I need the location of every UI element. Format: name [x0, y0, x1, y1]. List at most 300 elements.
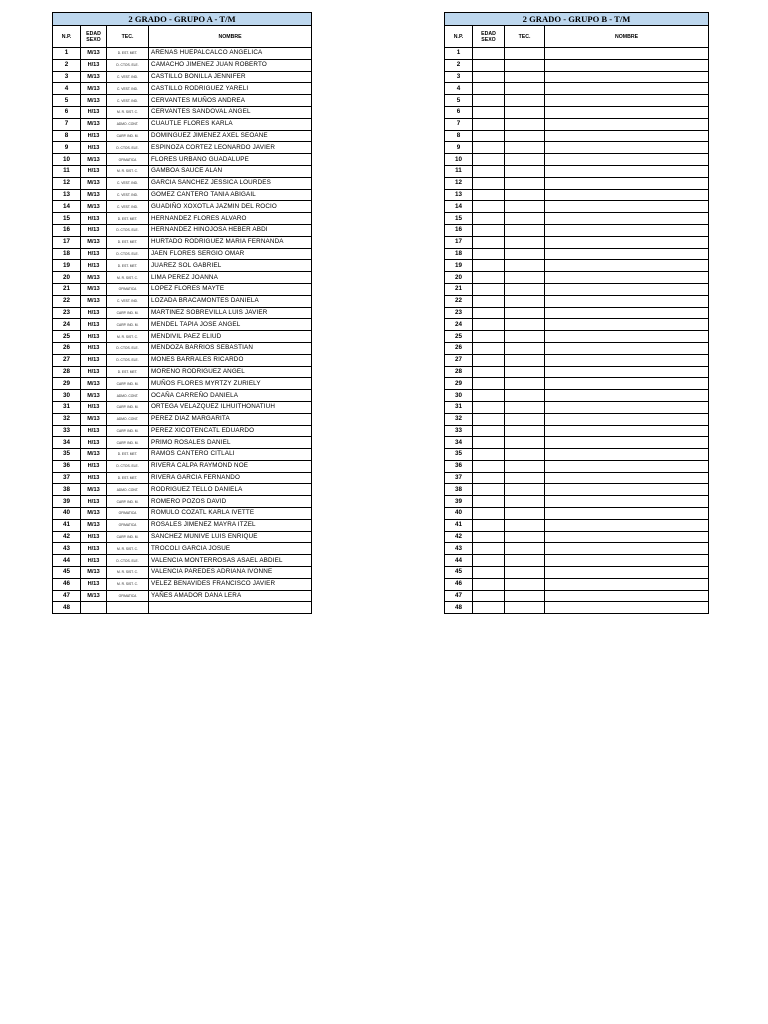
row-number: 16	[445, 224, 473, 236]
row-edad-sexo	[473, 295, 505, 307]
group-a-title: 2 GRADO - GRUPO A - T/M	[53, 13, 312, 26]
row-edad-sexo	[473, 165, 505, 177]
row-edad-sexo	[473, 319, 505, 331]
row-number: 23	[53, 307, 81, 319]
row-number: 28	[53, 366, 81, 378]
row-nombre: TROCOLI GARCIA JOSUE	[149, 543, 312, 555]
row-nombre	[545, 283, 709, 295]
row-nombre	[545, 602, 709, 614]
row-number: 46	[53, 578, 81, 590]
row-edad-sexo	[473, 177, 505, 189]
row-nombre: ORTEGA VELAZQUEZ ILHUITHONATIUH	[149, 401, 312, 413]
row-number: 1	[445, 48, 473, 60]
row-nombre: MONES BARRALES RICARDO	[149, 354, 312, 366]
header-tec: TEC.	[107, 26, 149, 48]
header-tec: TEC.	[505, 26, 545, 48]
row-tecnologia: C. VEST. IND.	[107, 295, 149, 307]
table-row	[53, 248, 312, 260]
table-row	[445, 248, 709, 260]
row-number: 33	[445, 425, 473, 437]
row-number: 27	[445, 354, 473, 366]
table-row	[53, 118, 312, 130]
row-number: 39	[53, 496, 81, 508]
row-number: 41	[445, 519, 473, 531]
row-number: 33	[53, 425, 81, 437]
row-number: 37	[445, 472, 473, 484]
row-edad-sexo: M/13	[81, 295, 107, 307]
row-nombre: PEREZ DIAZ MARGARITA	[149, 413, 312, 425]
row-tecnologia	[505, 189, 545, 201]
table-row	[53, 425, 312, 437]
row-number: 43	[445, 543, 473, 555]
row-number: 39	[445, 496, 473, 508]
row-number: 40	[445, 508, 473, 520]
table-row	[53, 413, 312, 425]
table-row	[53, 319, 312, 331]
row-nombre	[545, 295, 709, 307]
row-number: 28	[445, 366, 473, 378]
table-row	[53, 331, 312, 343]
table-row	[53, 578, 312, 590]
table-row	[445, 567, 709, 579]
row-tecnologia	[505, 401, 545, 413]
header-edad-sexo	[473, 26, 505, 48]
table-row	[53, 295, 312, 307]
row-number: 41	[53, 519, 81, 531]
table-row	[445, 366, 709, 378]
table-row	[445, 331, 709, 343]
row-number: 20	[53, 272, 81, 284]
row-number: 6	[53, 106, 81, 118]
row-nombre	[545, 154, 709, 166]
row-nombre: RIVERA GARCIA FERNANDO	[149, 472, 312, 484]
row-tecnologia: ADMO. CONT.	[107, 118, 149, 130]
table-row	[53, 378, 312, 390]
row-tecnologia	[505, 213, 545, 225]
row-tecnologia: CARP. IND. M.	[107, 425, 149, 437]
row-edad-sexo: M/13	[81, 83, 107, 95]
row-tecnologia: M. R. SIST. C.	[107, 543, 149, 555]
row-number: 23	[445, 307, 473, 319]
row-nombre	[545, 272, 709, 284]
table-row	[445, 201, 709, 213]
row-tecnologia	[505, 118, 545, 130]
table-row	[445, 342, 709, 354]
row-tecnologia: D. EST. MET.	[107, 48, 149, 60]
row-tecnologia: C. VEST. IND.	[107, 189, 149, 201]
table-row	[445, 602, 709, 614]
row-tecnologia: CARP. IND. M.	[107, 378, 149, 390]
row-tecnologia: M. R. SIST. C.	[107, 106, 149, 118]
row-tecnologia: CARP. IND. M.	[107, 531, 149, 543]
row-edad-sexo	[473, 472, 505, 484]
row-edad-sexo: H/13	[81, 213, 107, 225]
row-nombre	[545, 106, 709, 118]
row-number: 7	[445, 118, 473, 130]
row-edad-sexo: M/13	[81, 189, 107, 201]
row-edad-sexo	[473, 48, 505, 60]
table-row	[53, 83, 312, 95]
table-row	[445, 578, 709, 590]
row-number: 29	[445, 378, 473, 390]
row-tecnologia: D. EST. MET.	[107, 260, 149, 272]
row-tecnologia	[505, 248, 545, 260]
row-tecnologia: CARP. IND. M.	[107, 401, 149, 413]
row-tecnologia: OFIMATICA	[107, 154, 149, 166]
row-edad-sexo	[473, 59, 505, 71]
row-tecnologia	[505, 83, 545, 95]
row-nombre	[545, 48, 709, 60]
row-tecnologia: M. R. SIST. C.	[107, 331, 149, 343]
row-nombre: MENDOZA BARRIOS SEBASTIAN	[149, 342, 312, 354]
row-nombre: CASTILLO BONILLA JENNIFER	[149, 71, 312, 83]
table-row	[53, 201, 312, 213]
row-edad-sexo	[473, 154, 505, 166]
row-number: 13	[445, 189, 473, 201]
row-edad-sexo: M/13	[81, 413, 107, 425]
row-edad-sexo: M/13	[81, 378, 107, 390]
row-nombre: GAMBOA SAUCE ALAN	[149, 165, 312, 177]
row-tecnologia	[505, 260, 545, 272]
row-tecnologia: M. R. SIST. C.	[107, 165, 149, 177]
row-nombre	[545, 130, 709, 142]
row-edad-sexo	[473, 460, 505, 472]
row-edad-sexo: H/13	[81, 496, 107, 508]
table-row	[445, 519, 709, 531]
row-edad-sexo	[473, 71, 505, 83]
row-tecnologia	[505, 48, 545, 60]
table-row	[445, 118, 709, 130]
row-tecnologia: CARP. IND. M.	[107, 130, 149, 142]
table-row	[53, 602, 312, 614]
row-nombre	[545, 213, 709, 225]
row-nombre: LIMA PEREZ JOANNA	[149, 272, 312, 284]
row-number: 24	[445, 319, 473, 331]
row-tecnologia: D. CTOS. ELE.	[107, 460, 149, 472]
row-edad-sexo	[473, 189, 505, 201]
header-edad: EDAD	[481, 30, 496, 37]
table-row	[53, 390, 312, 402]
table-row	[53, 154, 312, 166]
row-number: 2	[445, 59, 473, 71]
row-number: 14	[53, 201, 81, 213]
row-tecnologia: D. CTOS. ELE.	[107, 555, 149, 567]
row-edad-sexo: M/13	[81, 508, 107, 520]
row-tecnologia	[505, 590, 545, 602]
row-nombre	[545, 531, 709, 543]
row-nombre: CAMACHO JIMENEZ JUAN ROBERTO	[149, 59, 312, 71]
table-row	[53, 519, 312, 531]
row-edad-sexo: M/13	[81, 71, 107, 83]
row-edad-sexo	[473, 142, 505, 154]
row-edad-sexo: M/13	[81, 154, 107, 166]
header-edad: EDAD	[86, 30, 101, 37]
row-nombre	[545, 543, 709, 555]
row-nombre: GOMEZ CANTERO TANIA ABIGAIL	[149, 189, 312, 201]
row-nombre: VALENCIA MONTERROSAS ASAEL ABDIEL	[149, 555, 312, 567]
table-row	[53, 59, 312, 71]
row-tecnologia: ADMO. CONT.	[107, 484, 149, 496]
table-row	[445, 307, 709, 319]
row-edad-sexo	[473, 83, 505, 95]
row-nombre	[545, 83, 709, 95]
row-nombre: CASTILLO RODRIGUEZ YARELI	[149, 83, 312, 95]
row-number: 19	[53, 260, 81, 272]
row-tecnologia	[505, 378, 545, 390]
row-tecnologia: ADMO. CONT.	[107, 413, 149, 425]
row-number: 37	[53, 472, 81, 484]
row-nombre: VALENCIA PAREDES ADRIANA IVONNE	[149, 567, 312, 579]
group-a-title-row	[53, 13, 312, 26]
table-row	[445, 496, 709, 508]
row-tecnologia: C. VEST. IND.	[107, 177, 149, 189]
row-number: 11	[445, 165, 473, 177]
table-row	[53, 272, 312, 284]
row-tecnologia: D. EST. MET.	[107, 366, 149, 378]
row-edad-sexo	[473, 437, 505, 449]
row-edad-sexo	[473, 508, 505, 520]
row-nombre: GARCIA SANCHEZ JESSICA LOURDES	[149, 177, 312, 189]
row-nombre	[545, 165, 709, 177]
row-tecnologia	[505, 460, 545, 472]
row-tecnologia	[505, 449, 545, 461]
table-row	[445, 508, 709, 520]
row-edad-sexo	[473, 543, 505, 555]
row-tecnologia: D. EST. MET.	[107, 213, 149, 225]
group-a-roster-table	[52, 12, 312, 614]
row-tecnologia	[107, 602, 149, 614]
row-edad-sexo	[473, 236, 505, 248]
row-edad-sexo: H/13	[81, 260, 107, 272]
row-tecnologia	[505, 201, 545, 213]
row-edad-sexo: M/13	[81, 201, 107, 213]
table-row	[53, 508, 312, 520]
row-number: 10	[53, 154, 81, 166]
row-tecnologia: CARP. IND. M.	[107, 496, 149, 508]
table-row	[445, 130, 709, 142]
row-nombre	[545, 118, 709, 130]
row-edad-sexo: M/13	[81, 590, 107, 602]
table-row	[445, 401, 709, 413]
row-tecnologia: M. R. SIST. C.	[107, 272, 149, 284]
row-nombre	[545, 472, 709, 484]
row-tecnologia	[505, 602, 545, 614]
row-nombre	[545, 95, 709, 107]
row-number: 38	[53, 484, 81, 496]
row-number: 21	[445, 283, 473, 295]
table-row	[53, 590, 312, 602]
row-nombre: ESPINOZA CORTEZ LEONARDO JAVIER	[149, 142, 312, 154]
row-tecnologia: C. VEST. IND.	[107, 71, 149, 83]
group-b-roster-table	[444, 12, 709, 614]
row-edad-sexo: H/13	[81, 578, 107, 590]
row-tecnologia	[505, 106, 545, 118]
table-row	[445, 154, 709, 166]
table-row	[53, 224, 312, 236]
table-row	[53, 48, 312, 60]
table-row	[445, 189, 709, 201]
group-b-title-row	[445, 13, 709, 26]
row-tecnologia	[505, 437, 545, 449]
row-nombre: MUÑOS FLORES MYRTZY ZURIELY	[149, 378, 312, 390]
row-edad-sexo	[473, 519, 505, 531]
row-nombre: HERNANDEZ FLORES ALVARO	[149, 213, 312, 225]
row-number: 21	[53, 283, 81, 295]
row-nombre	[545, 236, 709, 248]
row-tecnologia	[505, 142, 545, 154]
row-edad-sexo: H/13	[81, 354, 107, 366]
row-number: 43	[53, 543, 81, 555]
row-edad-sexo	[473, 95, 505, 107]
row-nombre: ROMERO POZOS DAVID	[149, 496, 312, 508]
row-edad-sexo: M/13	[81, 484, 107, 496]
row-tecnologia: D. CTOS. ELE.	[107, 354, 149, 366]
row-nombre: VELEZ BENAVIDES FRANCISCO JAVIER	[149, 578, 312, 590]
row-edad-sexo: M/13	[81, 236, 107, 248]
row-edad-sexo	[473, 555, 505, 567]
row-number: 42	[445, 531, 473, 543]
row-number: 40	[53, 508, 81, 520]
row-edad-sexo: M/13	[81, 48, 107, 60]
row-nombre	[545, 578, 709, 590]
row-number: 44	[53, 555, 81, 567]
row-edad-sexo: H/13	[81, 307, 107, 319]
group-b-rows	[445, 48, 709, 614]
row-edad-sexo	[473, 602, 505, 614]
header-sexo: SEXO	[481, 36, 496, 43]
table-row	[53, 543, 312, 555]
row-edad-sexo	[473, 342, 505, 354]
row-edad-sexo	[473, 378, 505, 390]
table-row	[445, 59, 709, 71]
row-nombre: RIVERA CALPA RAYMOND NOE	[149, 460, 312, 472]
row-tecnologia	[505, 71, 545, 83]
table-row	[53, 95, 312, 107]
table-row	[53, 177, 312, 189]
group-b-header-row	[445, 26, 709, 48]
row-number: 5	[445, 95, 473, 107]
table-row	[445, 449, 709, 461]
table-row	[53, 106, 312, 118]
row-edad-sexo: M/13	[81, 118, 107, 130]
row-number: 34	[445, 437, 473, 449]
row-nombre	[545, 342, 709, 354]
row-nombre: HERNANDEZ HINOJOSA HEBER ABDI	[149, 224, 312, 236]
row-nombre	[545, 484, 709, 496]
row-nombre: LOPEZ FLORES MAYTE	[149, 283, 312, 295]
row-tecnologia	[505, 484, 545, 496]
row-tecnologia	[505, 130, 545, 142]
table-row	[445, 71, 709, 83]
table-row	[53, 555, 312, 567]
table-row	[445, 378, 709, 390]
table-row	[53, 236, 312, 248]
row-nombre	[545, 449, 709, 461]
table-row	[53, 307, 312, 319]
row-number: 3	[445, 71, 473, 83]
row-number: 44	[445, 555, 473, 567]
table-row	[53, 496, 312, 508]
row-nombre	[545, 366, 709, 378]
row-edad-sexo: H/13	[81, 59, 107, 71]
row-tecnologia	[505, 390, 545, 402]
row-nombre: PEREZ XICOTENCATL EDUARDO	[149, 425, 312, 437]
table-row	[53, 165, 312, 177]
row-number: 22	[53, 295, 81, 307]
row-number: 4	[53, 83, 81, 95]
row-edad-sexo: M/13	[81, 272, 107, 284]
row-nombre: CUAUTLE FLORES KARLA	[149, 118, 312, 130]
table-row	[53, 213, 312, 225]
row-number: 42	[53, 531, 81, 543]
row-edad-sexo: H/13	[81, 460, 107, 472]
row-tecnologia	[505, 295, 545, 307]
row-tecnologia: D. CTOS. ELE.	[107, 342, 149, 354]
table-row	[445, 236, 709, 248]
row-tecnologia	[505, 224, 545, 236]
row-edad-sexo: M/13	[81, 283, 107, 295]
row-tecnologia: C. VEST. IND.	[107, 83, 149, 95]
row-edad-sexo: H/13	[81, 531, 107, 543]
row-number: 12	[53, 177, 81, 189]
row-nombre	[545, 224, 709, 236]
row-edad-sexo	[473, 390, 505, 402]
row-tecnologia: C. VEST. IND.	[107, 201, 149, 213]
row-nombre	[545, 460, 709, 472]
row-number: 36	[53, 460, 81, 472]
row-number: 2	[53, 59, 81, 71]
row-nombre	[545, 201, 709, 213]
table-row	[53, 71, 312, 83]
row-number: 31	[445, 401, 473, 413]
row-edad-sexo	[473, 354, 505, 366]
row-nombre	[545, 590, 709, 602]
row-nombre: MENDIVIL PAEZ ELIUD	[149, 331, 312, 343]
row-number: 32	[445, 413, 473, 425]
header-nombre: NOMBRE	[545, 26, 709, 48]
row-tecnologia: C. VEST. IND.	[107, 95, 149, 107]
row-edad-sexo	[473, 578, 505, 590]
row-nombre: LOZADA BRACAMONTES DANIELA	[149, 295, 312, 307]
row-tecnologia: M. R. SIST. C.	[107, 567, 149, 579]
row-nombre: YAÑES AMADOR DANA LERA	[149, 590, 312, 602]
row-number: 30	[53, 390, 81, 402]
row-edad-sexo: M/13	[81, 567, 107, 579]
row-edad-sexo	[473, 130, 505, 142]
row-edad-sexo: H/13	[81, 248, 107, 260]
group-a-rows	[53, 48, 312, 614]
row-number: 16	[53, 224, 81, 236]
row-nombre	[545, 390, 709, 402]
group-a-header-row	[53, 26, 312, 48]
row-number: 15	[53, 213, 81, 225]
row-tecnologia: OFIMATICA	[107, 508, 149, 520]
table-row	[445, 472, 709, 484]
row-nombre	[545, 59, 709, 71]
row-edad-sexo: M/13	[81, 449, 107, 461]
row-nombre	[149, 602, 312, 614]
table-row	[445, 142, 709, 154]
row-number: 5	[53, 95, 81, 107]
header-np: N.P.	[53, 26, 81, 48]
row-nombre: CERVANTES MUÑOS ANDREA	[149, 95, 312, 107]
row-tecnologia	[505, 354, 545, 366]
table-row	[53, 189, 312, 201]
row-number: 26	[445, 342, 473, 354]
row-number: 12	[445, 177, 473, 189]
row-number: 48	[445, 602, 473, 614]
table-row	[445, 95, 709, 107]
